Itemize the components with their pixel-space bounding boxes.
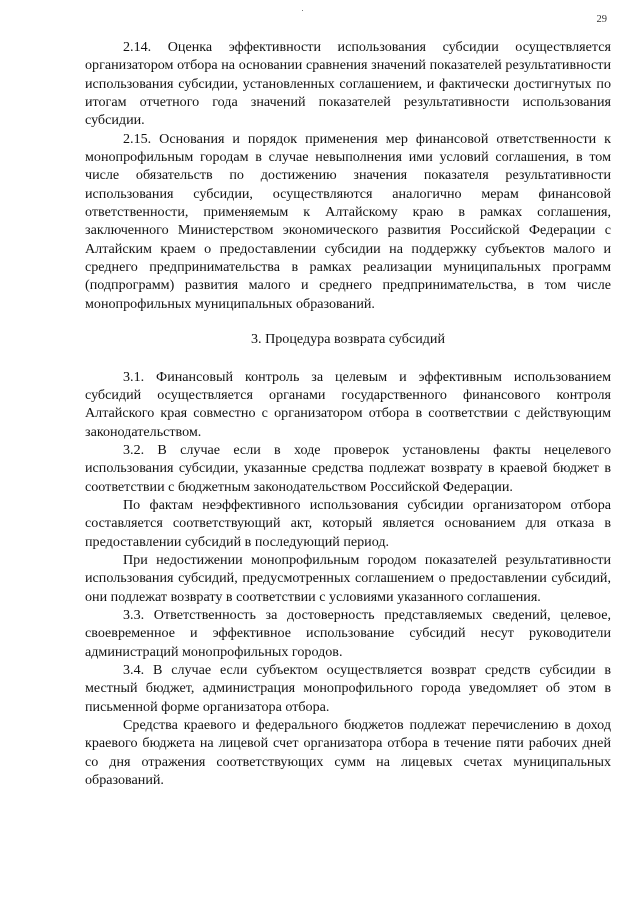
paragraph-budget-transfer: Средства краевого и федерального бюджетов подлежат перечислению в доход краевого бюджета на лицевой счет организатора отбора в течение пяти рабочих дней со дня отражения соответствующих сумм на лицевых счетах муниципальных образований. [85,717,611,789]
paragraph-3-3: 3.3. Ответственность за достоверность представляемых сведений, целевое, своевременное и эффективное использование субсидий несут руководители администраций монопрофильных городов. [85,606,611,660]
paragraph-ineffective-use-act: По фактам неэффективного использования субсидии организатором отбора составляется соответствующий акт, который является основанием для отказа в предоставлении субсидий в последующий период. [85,496,611,550]
page-number: 29 [596,14,607,25]
section-heading: 3. Процедура возврата субсидий [250,331,446,348]
paragraph-non-achievement: При недостижении монопрофильным городом показателей результативности использования субсидий, предусмотренных соглашением о предоставлении субсидий, они подлежат возврату в соответствии с условиями указанного соглашения. [85,551,611,605]
paragraph-2-15: 2.15. Основания и порядок применения мер финансовой ответственности к монопрофильным городам в случае невыполнения ими условий соглашения, в том числе обязательств по достижению значения показателя результативности использования субсидии, осуществляются аналогично мерам финансовой ответственности, применяемым к Алтайскому краю в рамках соглашения, заключенного Министерством экономического развития Российской Федерации с Алтайским краем о предоставлении субсидии на поддержку субъектов малого и среднего предпринимательства в рамках реализации муниципальных программ (подпрограмм) развития малого и среднего предпринимательства, в том числе монопрофильных муниципальных образований. [85,130,611,312]
paragraph-3-2: 3.2. В случае если в ходе проверок установлены факты нецелевого использования субсидии, указанные средства подлежат возврату в краевой бюджет в соответствии с бюджетным законодательством Российской Федерации. [85,441,611,495]
paragraph-3-1: 3.1. Финансовый контроль за целевым и эффективным использованием субсидий осуществляется органами государственного финансового контроля Алтайского края совместно с организатором отбора в соответствии с действующим законодательством. [85,368,611,440]
document-body [85,38,611,789]
paragraph-3-4: 3.4. В случае если субъектом осуществляется возврат средств субсидии в местный бюджет, администрация монопрофильного города уведомляет об этом в письменной форме организатора отбора. [85,662,611,715]
scan-artifact-dot [302,10,303,11]
paragraph-2-14: 2.14. Оценка эффективности использования субсидии осуществляется организатором отбора на основании сравнения значений показателей результативности использования субсидии, установленных соглашением, и фактически достигнутых по итогам отчетного года значений показателей результативности использования субсидии. [85,39,611,129]
